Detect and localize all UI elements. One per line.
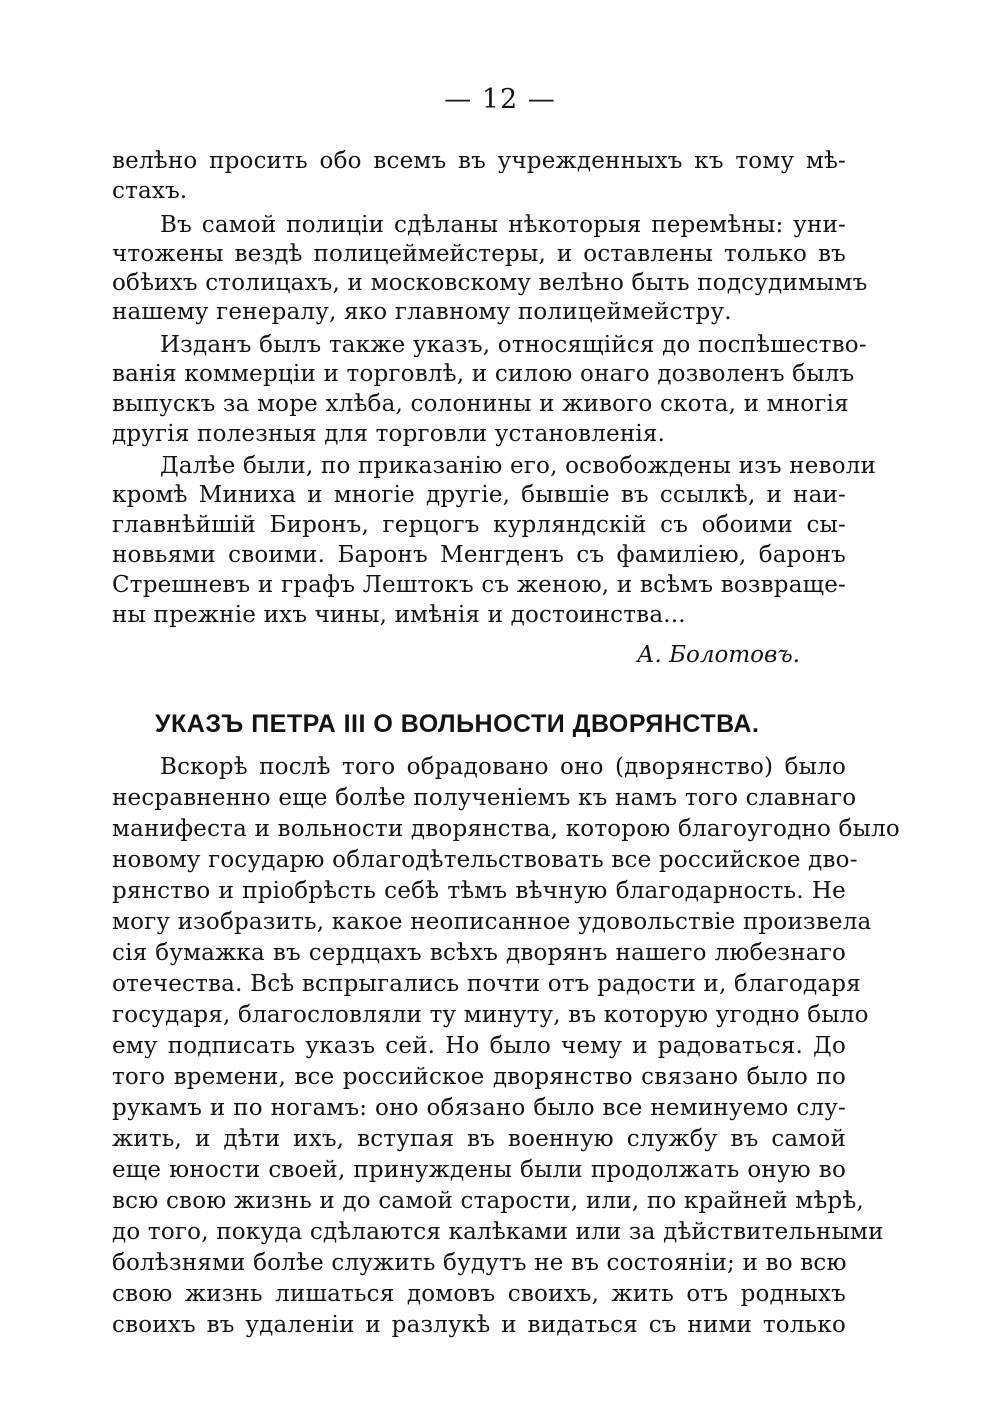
text-line: болѣзнями болѣе служить будутъ не въ состояніи; и во всю: [112, 1250, 847, 1276]
text-line: манифеста и вольности дворянства, которою благоугодно было: [112, 816, 900, 842]
text-line: до того, покуда сдѣлаются калѣками или за дѣйствительными: [112, 1219, 884, 1245]
text-line: ему подписать указъ сей. Но было чему и радоваться. До: [112, 1033, 846, 1059]
text-line: жить, и дѣти ихъ, вступая въ военную службу въ самой: [112, 1126, 846, 1152]
text-line: новьями своими. Баронъ Менгденъ съ фамиліею, баронъ: [112, 542, 846, 568]
text-line: другія полезныя для торговли установленія.: [112, 421, 666, 447]
text-line: своихъ въ удаленіи и разлукѣ и видаться съ ними только: [112, 1312, 846, 1338]
text-line: всю свою жизнь и до самой старости, или, по крайней мѣрѣ,: [112, 1188, 864, 1214]
text-line: ванія коммерціи и торговлѣ, и силою онаго дозволенъ былъ: [112, 361, 855, 387]
text-line: отечества. Всѣ вспрыгались почти отъ радости и, благодаря: [112, 971, 861, 997]
text-line: чтожены вездѣ полицеймейстеры, и оставлены только въ: [112, 241, 846, 267]
text-line: новому государю облагодѣтельствовать все российское дво-: [112, 847, 858, 873]
text-line: могу изобразить, какое неописанное удовольствіе произвела: [112, 909, 872, 935]
text-line: рянство и пріобрѣсть себѣ тѣмъ вѣчную благодарность. Не: [112, 878, 846, 904]
text-line: главнѣйшій Биронъ, герцогъ курляндскій съ обоими сы-: [112, 512, 846, 538]
text-line: ны прежніе ихъ чины, имѣнія и достоинства...: [112, 602, 686, 628]
text-line: кромѣ Миниха и многіе другіе, бывшіе въ ссылкѣ, и наи-: [112, 482, 846, 508]
text-line: того времени, все российское дворянство связано было по: [112, 1064, 846, 1090]
text-line: обѣихъ столицахъ, и московскому велѣно быть подсудимымъ: [112, 270, 868, 296]
text-line: еще юности своей, принуждены были продолжать оную во: [112, 1157, 846, 1183]
text-line: нашему генералу, яко главному полицеймейстру.: [112, 299, 732, 325]
text-line: несравненно еще болѣе полученіемъ къ намъ того славнаго: [112, 785, 857, 811]
text-line: Вскорѣ послѣ того обрадовано оно (дворянство) было: [160, 754, 846, 780]
text-line: велѣно просить обо всемъ въ учрежденныхъ къ тому мѣ-: [112, 148, 846, 174]
text-line: Далѣе были, по приказанію его, освобождены изъ неволи: [160, 453, 877, 479]
text-line: сія бумажка въ сердцахъ всѣхъ дворянъ нашего любезнаго: [112, 940, 846, 966]
text-line: государя, благословляли ту минуту, въ которую угодно было: [112, 1002, 869, 1028]
signature: А. Болотовъ.: [637, 642, 800, 668]
text-line: рукамъ и по ногамъ: оно обязано было все неминуемо слу-: [112, 1095, 846, 1121]
section-heading: УКАЗЪ ПЕТРА III О ВОЛЬНОСТИ ДВОРЯНСТВА.: [155, 710, 760, 738]
text-line: свою жизнь лишаться домовъ своихъ, жить отъ родныхъ: [112, 1281, 846, 1307]
text-line: Въ самой полиціи сдѣланы нѣкоторыя перемѣны: уни-: [160, 212, 846, 238]
text-line: выпускъ за море хлѣба, солонины и живого скота, и многія: [112, 391, 849, 417]
text-line: Стрешневъ и графъ Лештокъ съ женою, и всѣмъ возвраще-: [112, 572, 846, 598]
text-line: стахъ.: [112, 178, 188, 204]
text-line: Изданъ былъ также указъ, относящійся до поспѣшество-: [160, 332, 867, 358]
page-number: — 12 —: [444, 84, 556, 115]
